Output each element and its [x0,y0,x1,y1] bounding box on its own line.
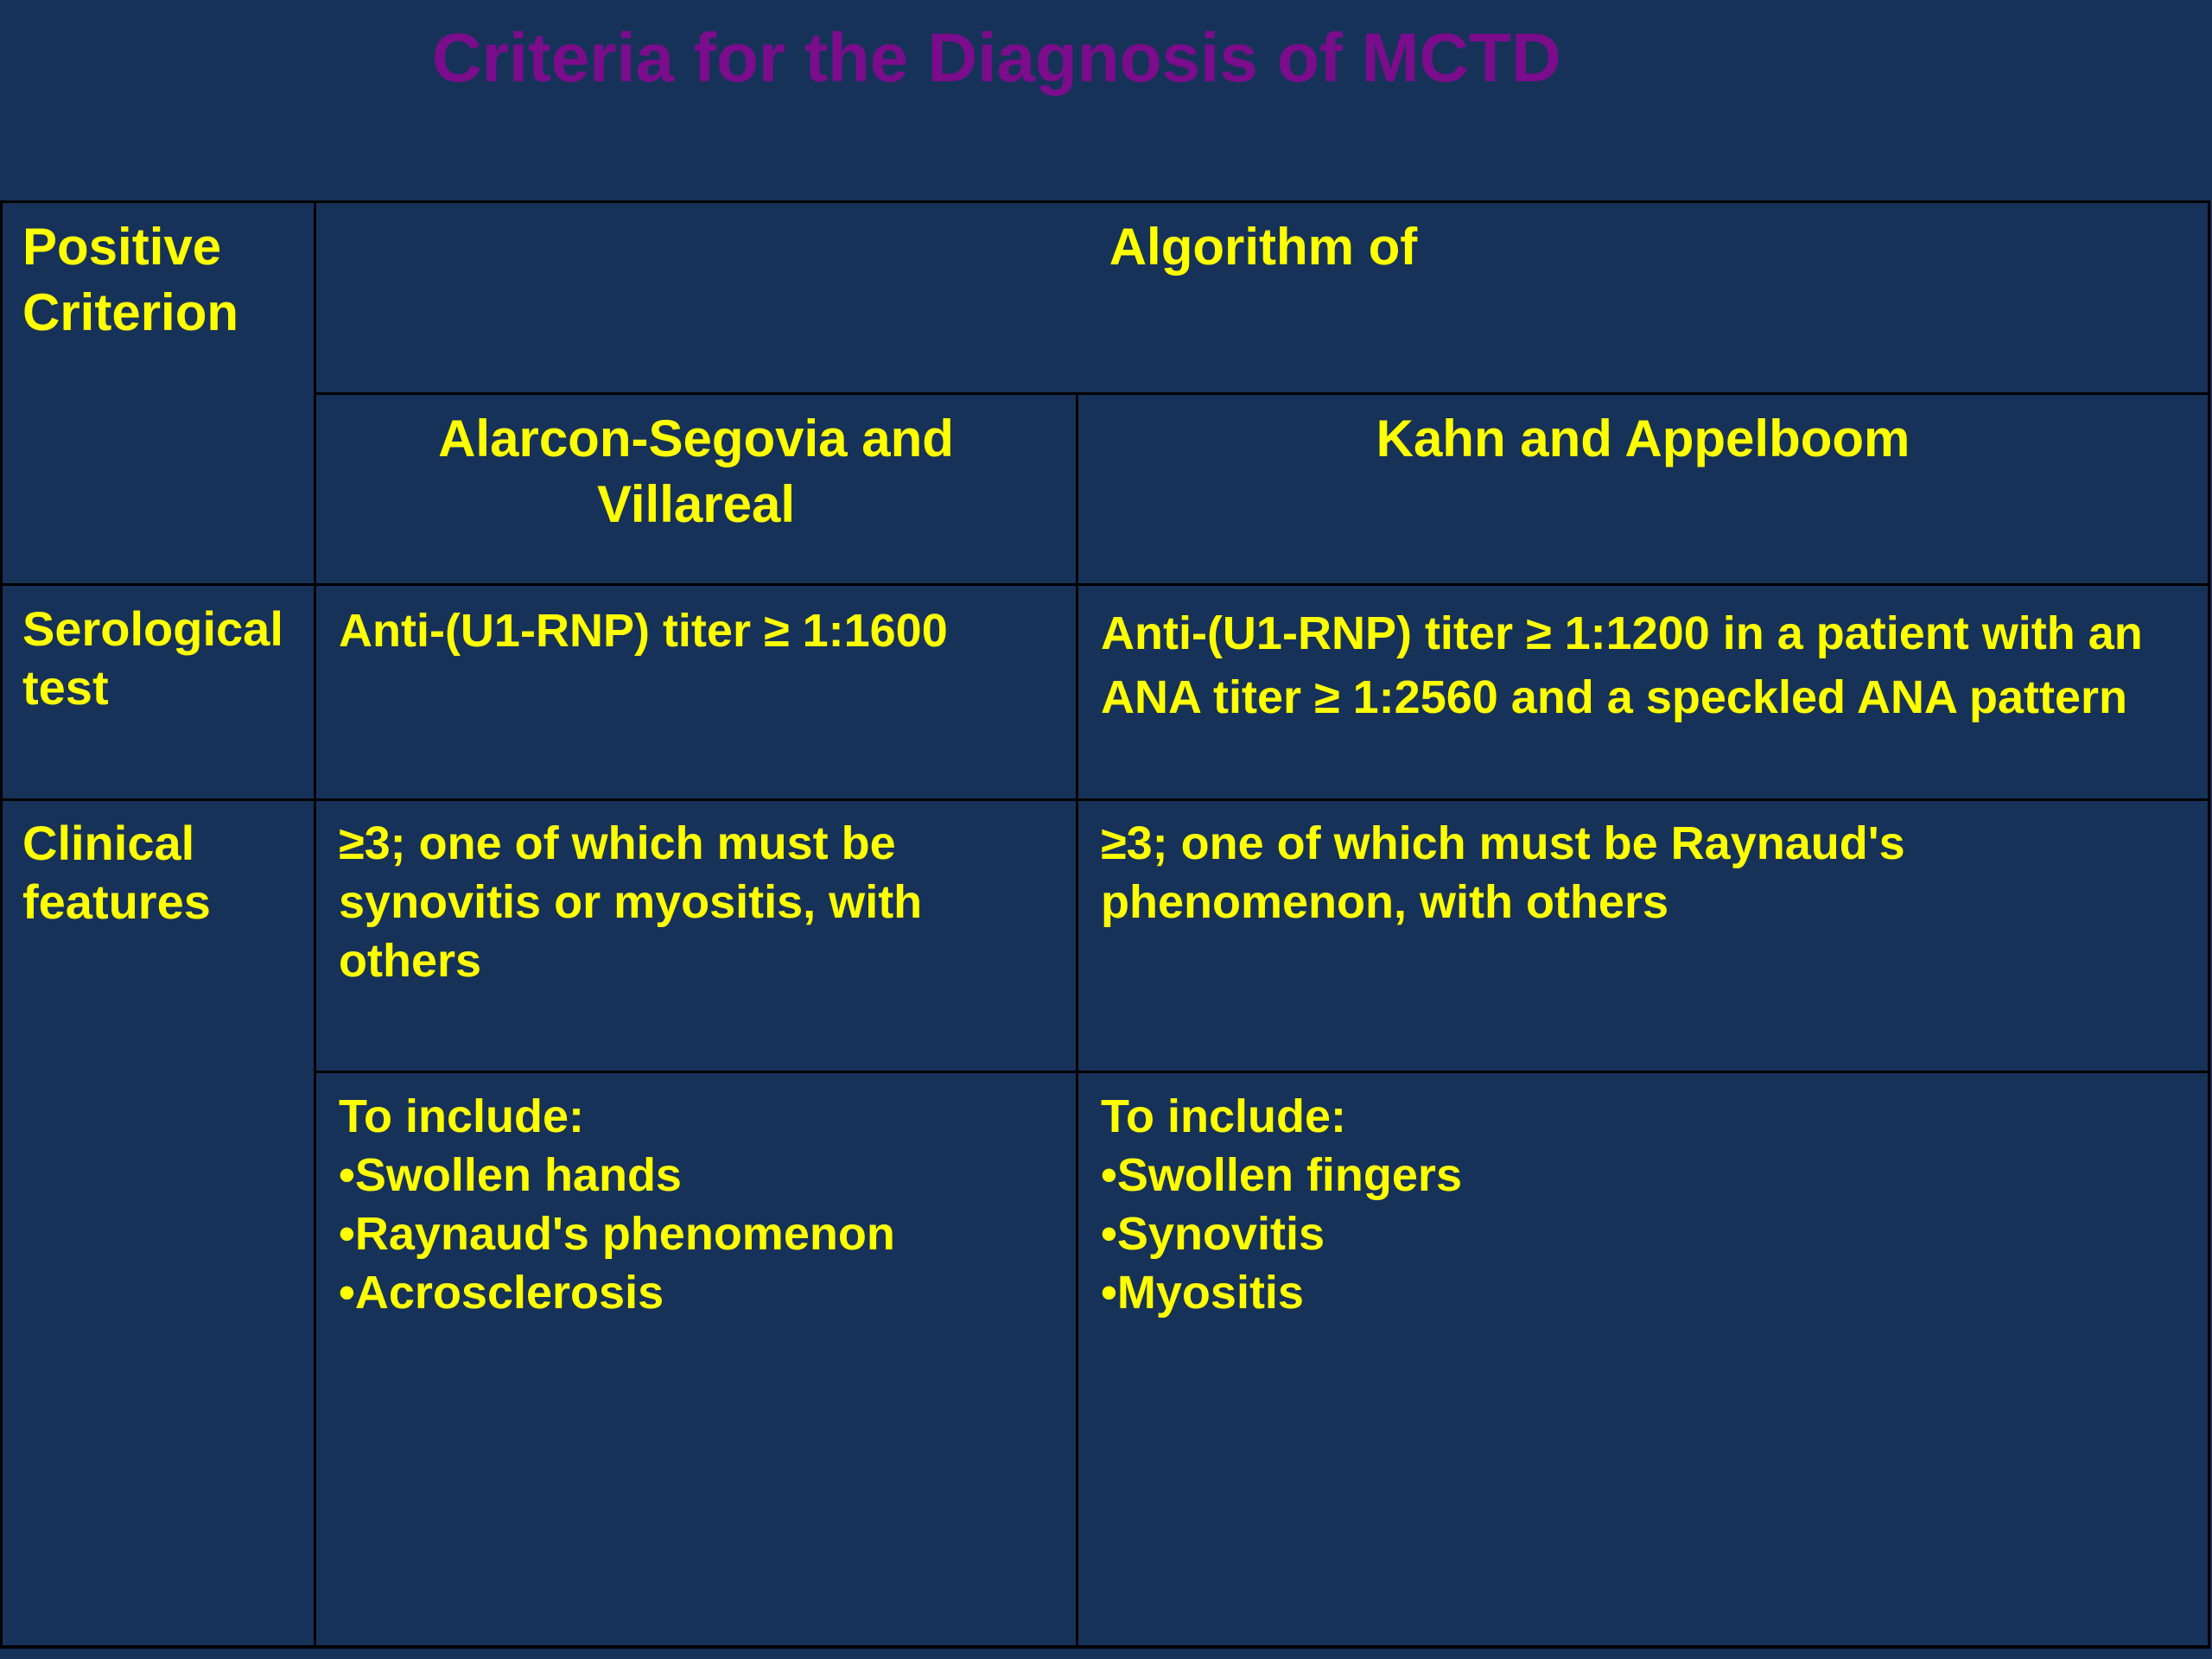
list-item: • Swollen fingers [1101,1146,2190,1205]
slide-title: Criteria for the Diagnosis of MCTD [432,19,1561,96]
list-item: • Swollen hands [339,1146,1058,1205]
group-header-label: Algorithm of [1109,218,1418,276]
column-header-label: Alarcon-Segovia and Villareal [438,410,954,533]
column-header-label: Kahn and Appelboom [1376,410,1910,467]
table-border-right [2208,200,2210,1649]
column-header-alarcon-segovia [316,406,1076,537]
row-label-clinical-features [0,814,311,931]
include-list-kahn [1078,1087,2208,1322]
cell-text: ≥3; one of which must be synovitis or myositis, with others [339,817,923,987]
include-bullets [1101,1146,2190,1322]
include-heading: To include: [339,1090,584,1142]
table-border-top [0,200,2210,203]
row-label-serological [0,600,311,717]
table-border-bottom [0,1645,2210,1649]
group-header [316,214,2210,280]
list-item: • Raynaud's phenomenon [339,1205,1058,1263]
row-label-text: Clinical features [22,816,211,929]
corner-header-label: Positive Criterion [22,218,239,341]
list-item: • Synovitis [1101,1205,2190,1263]
corner-header [0,214,311,346]
row-label-text: Serological test [22,601,283,715]
row-divider-serological [0,798,2210,801]
serological-alarcon-cell [316,601,1076,660]
row-divider-clinical [314,1071,2210,1073]
column-divider-2 [1076,392,1078,1649]
list-item: • Acrosclerosis [339,1263,1058,1322]
row-divider-header [0,583,2210,586]
criteria-table [0,200,2210,1649]
serological-kahn-cell [1078,601,2208,729]
clinical-alarcon-cell [316,814,1076,990]
cell-text: ≥3; one of which must be Raynaud's phenomenon, with others [1101,817,1905,928]
column-header-kahn-appelboom [1078,406,2208,472]
cell-text: Anti-(U1-RNP) titer ≥ 1:1600 [339,605,948,657]
list-item: • Myositis [1101,1263,2190,1322]
clinical-kahn-cell [1078,814,2208,931]
cell-text: Anti-(U1-RNP) titer ≥ 1:1200 in a patient with an ANA titer ≥ 1:2560 and a speckled ANA pattern [1101,607,2143,723]
row-divider-group-header [314,392,2210,395]
include-list-alarcon [316,1087,1076,1322]
include-heading: To include: [1101,1090,1346,1142]
include-bullets [339,1146,1058,1322]
